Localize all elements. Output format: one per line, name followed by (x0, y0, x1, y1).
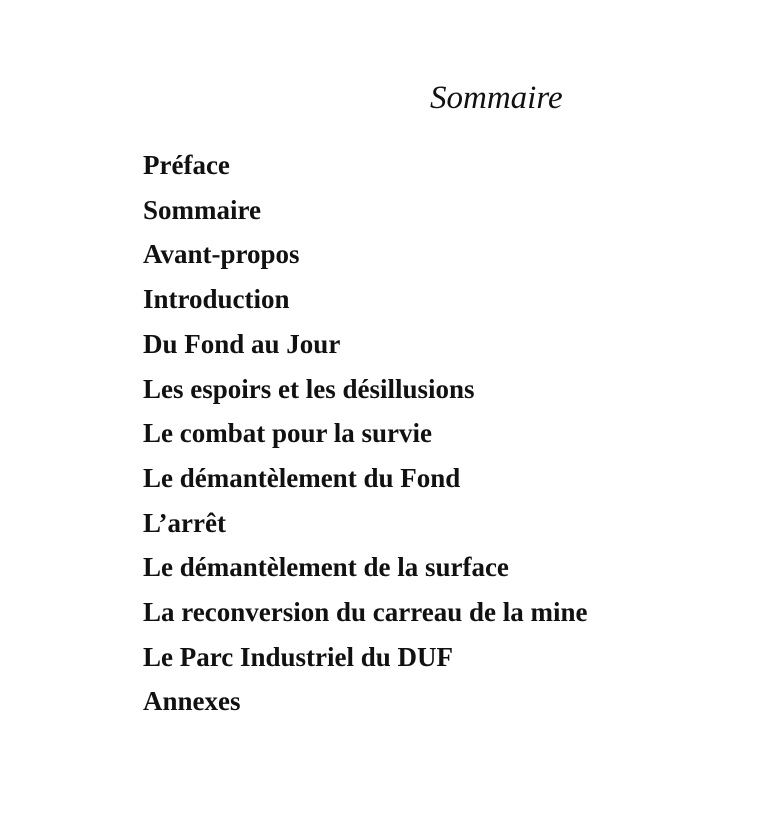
toc-entry: Du Fond au Jour (143, 328, 341, 359)
toc-entry: Le combat pour la survie (143, 418, 432, 449)
toc-entry: La reconversion du carreau de la mine (143, 597, 588, 628)
toc-entry: Le démantèlement de la surface (143, 552, 509, 583)
toc-entry: Annexes (143, 686, 241, 717)
toc-entry: Le démantèlement du Fond (143, 462, 461, 493)
toc-entry: L’arrêt (143, 507, 226, 538)
page-title: Sommaire (430, 80, 563, 116)
table-of-contents (143, 143, 587, 724)
toc-entry: Préface (143, 150, 230, 180)
toc-entry: Introduction (143, 284, 290, 315)
toc-entry: Les espoirs et les désillusions (143, 373, 475, 404)
toc-entry: Avant-propos (143, 239, 300, 270)
toc-entry: Sommaire (143, 194, 261, 225)
toc-entry: Le Parc Industriel du DUF (143, 641, 454, 672)
